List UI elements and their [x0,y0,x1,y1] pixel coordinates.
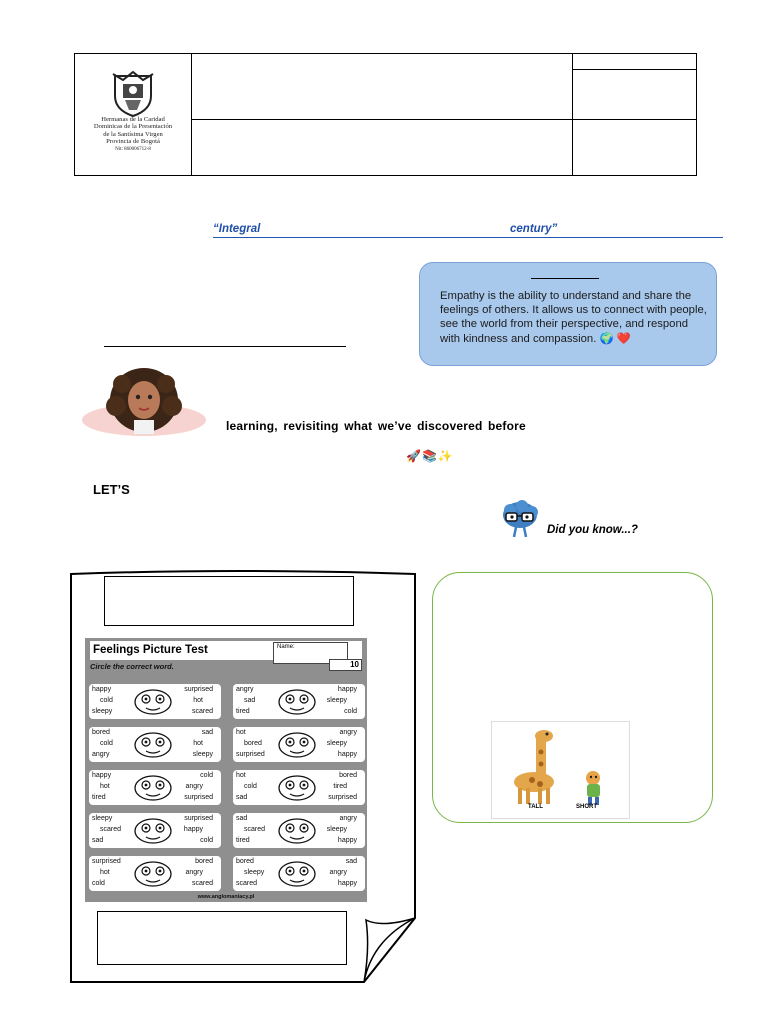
feeling-word[interactable]: bored [92,729,110,736]
feeling-card [89,684,221,719]
face-icon [275,731,319,759]
feeling-word[interactable]: angry [185,869,203,876]
feeling-word[interactable]: happy [92,772,112,779]
face-icon [131,860,175,888]
logo-line: Hermanas de la Caridad [101,116,165,123]
feeling-word[interactable]: surprised [236,751,265,758]
tall-short-card [491,721,630,819]
face-icon [275,817,319,845]
feeling-word[interactable]: scared [191,708,213,715]
feeling-word[interactable]: angry [185,783,203,790]
feelings-worksheet [85,638,367,902]
face-icon [275,774,319,802]
feeling-card [89,856,221,891]
feeling-word[interactable]: surprised [184,815,213,822]
tall-label: TALL [528,804,543,810]
feeling-word[interactable]: surprised [92,858,121,865]
feeling-word[interactable]: happy [337,686,357,693]
feeling-word[interactable]: hot [236,729,246,736]
feeling-word[interactable]: tired [333,783,347,790]
feeling-word[interactable]: hot [193,740,203,747]
feeling-word[interactable]: tired [236,837,250,844]
feeling-word[interactable]: sad [201,729,213,736]
feeling-word[interactable]: sleepy [326,697,347,704]
feeling-word[interactable]: sleepy [92,708,113,715]
face-icon [131,688,175,716]
name-label: Name: [277,644,295,650]
feeling-word[interactable]: cold [200,837,213,844]
feeling-card [233,684,365,719]
feeling-word[interactable]: bored [236,858,254,865]
feeling-word[interactable]: scared [191,880,213,887]
feeling-word[interactable]: scared [100,826,122,833]
feeling-word[interactable]: angry [236,686,254,693]
feeling-word[interactable]: sleepy [326,740,347,747]
feeling-word[interactable]: surprised [328,794,357,801]
feeling-card [89,770,221,805]
worksheet-footer-url: www.anglomaniacy.pl [197,894,255,900]
feeling-word[interactable]: cold [344,708,357,715]
brain-mascot-icon [496,500,544,540]
paper-bottom-box [97,911,347,965]
lets-heading: LET’S [93,482,130,497]
feeling-card [89,813,221,848]
logo-line: Provincia de Bogotá [106,138,160,146]
feeling-card [89,727,221,762]
feeling-word[interactable]: sleepy [326,826,347,833]
short-label: SHORT [576,804,597,810]
feeling-word[interactable]: sad [244,697,256,704]
face-icon [275,688,319,716]
header-divider [191,119,572,120]
face-icon [131,774,175,802]
header-divider [572,69,696,70]
logo-line: Dominicas de la Presentación [93,123,173,131]
feeling-word[interactable]: sleepy [92,815,113,822]
feeling-word[interactable]: happy [337,837,357,844]
worksheet-title: Feelings Picture Test [93,644,208,656]
feeling-word[interactable]: tired [236,708,250,715]
feeling-word[interactable]: happy [92,686,112,693]
feeling-word[interactable]: happy [183,826,203,833]
logo-line: Nit: 860006712-8 [115,146,151,152]
worksheet-instruction: Circle the correct word. [90,662,174,671]
feeling-word[interactable]: scared [236,880,258,887]
feeling-card [233,856,365,891]
school-shield-logo [111,70,155,118]
feeling-word[interactable]: surprised [184,794,213,801]
girl-avatar [76,366,214,438]
face-icon [131,817,175,845]
feeling-word[interactable]: sad [236,794,248,801]
learning-sentence: learning, revisiting what we’ve discovered before [226,419,526,433]
feeling-word[interactable]: angry [92,751,110,758]
feeling-card [233,727,365,762]
feeling-word[interactable]: happy [337,751,357,758]
school-name [81,116,185,153]
header-table [74,53,697,176]
feeling-word[interactable]: angry [339,729,357,736]
feeling-word[interactable]: surprised [184,686,213,693]
face-icon [131,731,175,759]
feeling-card [233,770,365,805]
feeling-word[interactable]: hot [193,697,203,704]
feeling-word[interactable]: sad [345,858,357,865]
motto-right: century” [510,223,558,235]
face-icon [275,860,319,888]
feeling-word[interactable]: angry [339,815,357,822]
feeling-word[interactable]: bored [195,858,213,865]
empathy-text: Empathy is the ability to understand and share the feelings of others. It allows us to connect with people, see the world from their perspective, and respond with kindness and compassion. 🌍 ❤️ [440,290,707,345]
feeling-word[interactable]: sleepy [244,869,265,876]
paper-top-box [104,576,354,626]
feeling-word[interactable]: sad [92,837,104,844]
score-box: 10 [329,659,362,671]
feeling-word[interactable]: cold [92,880,105,887]
feeling-word[interactable]: bored [339,772,357,779]
emoji-row: 🚀📚✨ [406,449,454,463]
feeling-word[interactable]: cold [244,783,257,790]
feeling-word[interactable]: hot [100,869,110,876]
feeling-word[interactable]: angry [329,869,347,876]
empathy-bubble [419,262,717,366]
feeling-word[interactable]: cold [100,740,113,747]
feeling-word[interactable]: sad [236,815,248,822]
feeling-word[interactable]: hot [100,783,110,790]
feeling-card [233,813,365,848]
header-divider [572,54,573,175]
motto-line [213,223,723,238]
feeling-word[interactable]: cold [100,697,113,704]
feeling-word[interactable]: happy [337,880,357,887]
blank-answer-line [104,346,346,347]
did-you-know-label: Did you know...? [547,524,638,536]
logo-line: de la Santísima Virgen [103,130,163,138]
feeling-word[interactable]: cold [200,772,213,779]
bubble-title-rule [531,278,599,279]
header-divider [191,54,192,175]
feeling-word[interactable]: bored [244,740,262,747]
feeling-word[interactable]: hot [236,772,246,779]
feeling-word[interactable]: tired [92,794,106,801]
header-divider [572,119,696,120]
feeling-word[interactable]: sleepy [192,751,213,758]
giraffe-illustration [492,722,629,818]
feeling-word[interactable]: scared [244,826,266,833]
motto-left: “Integral [213,223,261,235]
